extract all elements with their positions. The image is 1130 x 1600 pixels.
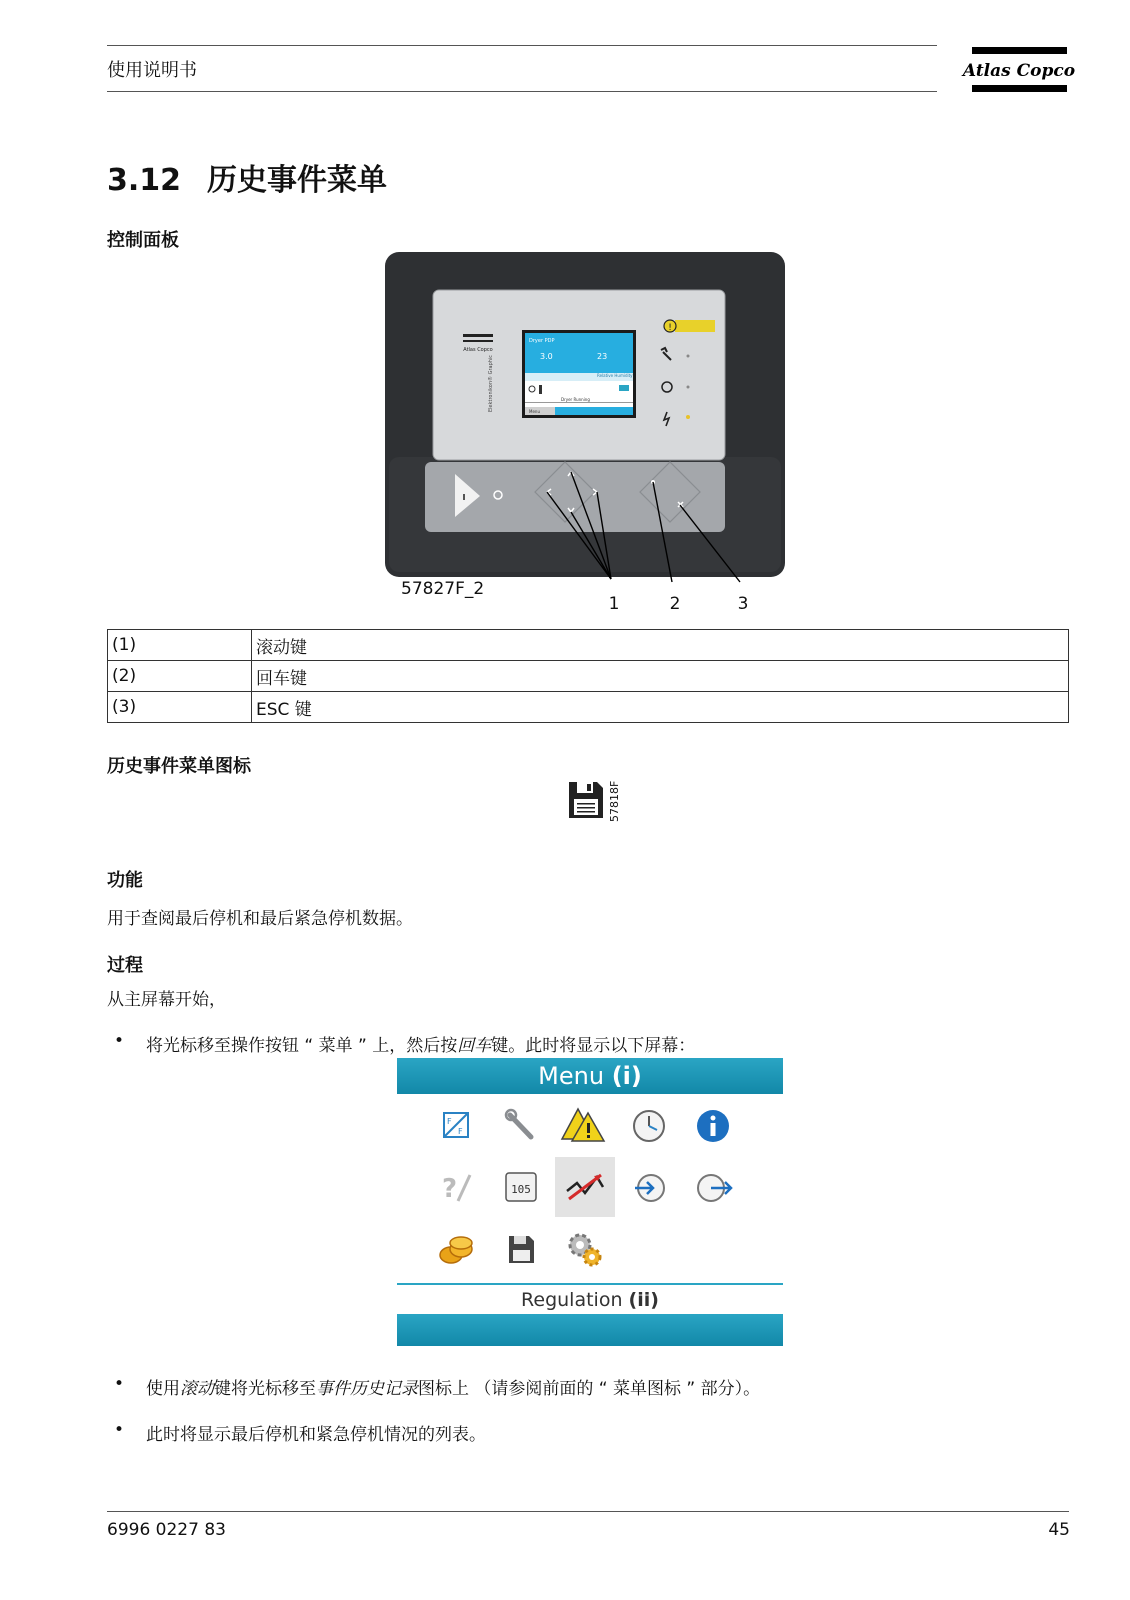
footer-rule (107, 1511, 1069, 1512)
legend-ref: (2) (108, 661, 252, 692)
callout-3: 3 (737, 594, 749, 614)
info-icon[interactable] (689, 1101, 737, 1149)
import-icon[interactable] (625, 1163, 673, 1211)
legend-ref: (1) (108, 630, 252, 661)
regulation-label[interactable] (397, 1286, 783, 1314)
svg-text:105: 105 (511, 1183, 531, 1196)
svg-text:Elektronikon® Graphic: Elektronikon® Graphic (488, 354, 494, 412)
floppy-disk-icon[interactable] (497, 1225, 545, 1273)
legend-text: 滚动键 (252, 630, 1069, 661)
document-number: 6996 0227 83 (107, 1520, 226, 1540)
legend-row (108, 661, 1069, 692)
screen-value-1: 3.0 (540, 352, 553, 361)
bullet-marker: • (114, 1374, 125, 1394)
control-panel-heading: 控制面板 (107, 230, 179, 251)
page-number: 45 (1048, 1520, 1070, 1540)
menu-screen (397, 1058, 783, 1346)
step-2-text: 使用 (146, 1379, 180, 1399)
function-text: 用于查阅最后停机和最后紧急停机数据。 (107, 909, 413, 929)
icon-section-heading: 历史事件菜单图标 (107, 756, 251, 777)
export-icon[interactable] (689, 1163, 737, 1211)
screen-title: Dryer PDP (529, 338, 555, 344)
procedure-heading: 过程 (107, 955, 143, 976)
svg-text:?: ? (442, 1174, 458, 1204)
legend-ref: (3) (108, 692, 252, 723)
svg-text:Atlas Copco: Atlas Copco (463, 347, 493, 353)
screen-subtext: Relative Humidity (597, 373, 633, 378)
legend-row (108, 630, 1069, 661)
atlas-copco-logo (962, 47, 1076, 95)
help-icon[interactable] (432, 1163, 480, 1211)
regulation-text: Regulation (521, 1289, 623, 1311)
step-2-text-end: 图标上 （请参阅前面的 “ 菜单图标 ” 部分）。 (418, 1379, 761, 1399)
legend-text: 回车键 (252, 661, 1069, 692)
counter-icon[interactable] (497, 1163, 545, 1211)
function-heading: 功能 (107, 870, 143, 891)
svg-text:F: F (458, 1127, 463, 1136)
svg-text:!: ! (668, 323, 672, 333)
header-top-rule (107, 45, 937, 46)
section-title (107, 155, 387, 199)
svg-text:Atlas Copco: Atlas Copco (962, 61, 1076, 81)
settings-icon[interactable] (560, 1225, 608, 1273)
screen-menu-label: Menu (529, 409, 540, 414)
event-history-icon[interactable] (555, 1157, 615, 1217)
floppy-disk-icon (567, 778, 621, 824)
bullet-marker: • (114, 1031, 125, 1051)
warning-icon[interactable] (560, 1101, 608, 1149)
section-title-text: 历史事件菜单 (207, 163, 388, 198)
section-number: 3.12 (107, 163, 182, 198)
control-panel-figure (385, 252, 785, 617)
step-1-text: 将光标移至操作按钮 “ 菜单 ” 上，然后按 (146, 1036, 458, 1056)
step-1-text-end: 键。此时将显示以下屏幕： (491, 1036, 696, 1056)
clock-icon[interactable] (625, 1101, 673, 1149)
event-history-icon-highlight[interactable] (555, 1157, 615, 1217)
figure-id-57818F: 57818F (608, 780, 621, 822)
callout-2: 2 (669, 594, 681, 614)
svg-text:F: F (447, 1117, 452, 1126)
legend-table (107, 629, 1069, 723)
inputs-icon[interactable] (432, 1101, 480, 1149)
figure-id-57827F: 57827F_2 (401, 579, 485, 599)
step-1-key: 回车 (457, 1036, 492, 1056)
step-2 (146, 1374, 760, 1399)
wrench-icon[interactable] (497, 1101, 545, 1149)
regulation-marker: (ii) (628, 1289, 659, 1311)
procedure-intro: 从主屏幕开始， (107, 990, 226, 1010)
step-2-text-mid: 键将光标移至 (214, 1379, 316, 1399)
callout-1: 1 (608, 594, 620, 614)
legend-text: ESC 键 (252, 692, 1069, 723)
step-1 (146, 1031, 695, 1056)
menu-title-marker: (i) (611, 1062, 642, 1090)
header-title: 使用说明书 (107, 60, 197, 81)
bullet-marker: • (114, 1420, 125, 1440)
screen-value-2: 23 (597, 352, 608, 361)
coins-icon[interactable] (432, 1225, 480, 1273)
step-2-key: 滚动 (180, 1379, 214, 1399)
step-2-target: 事件历史记录 (316, 1379, 418, 1399)
legend-row (108, 692, 1069, 723)
menu-title-bar (397, 1058, 783, 1094)
step-3: 此时将显示最后停机和紧急停机情况的列表。 (146, 1425, 486, 1445)
header-bottom-rule (107, 91, 937, 92)
menu-footer-bar (397, 1314, 783, 1346)
menu-title: Menu (538, 1062, 605, 1090)
regulation-divider (397, 1283, 783, 1285)
screen-status: Dryer Running (561, 397, 590, 402)
